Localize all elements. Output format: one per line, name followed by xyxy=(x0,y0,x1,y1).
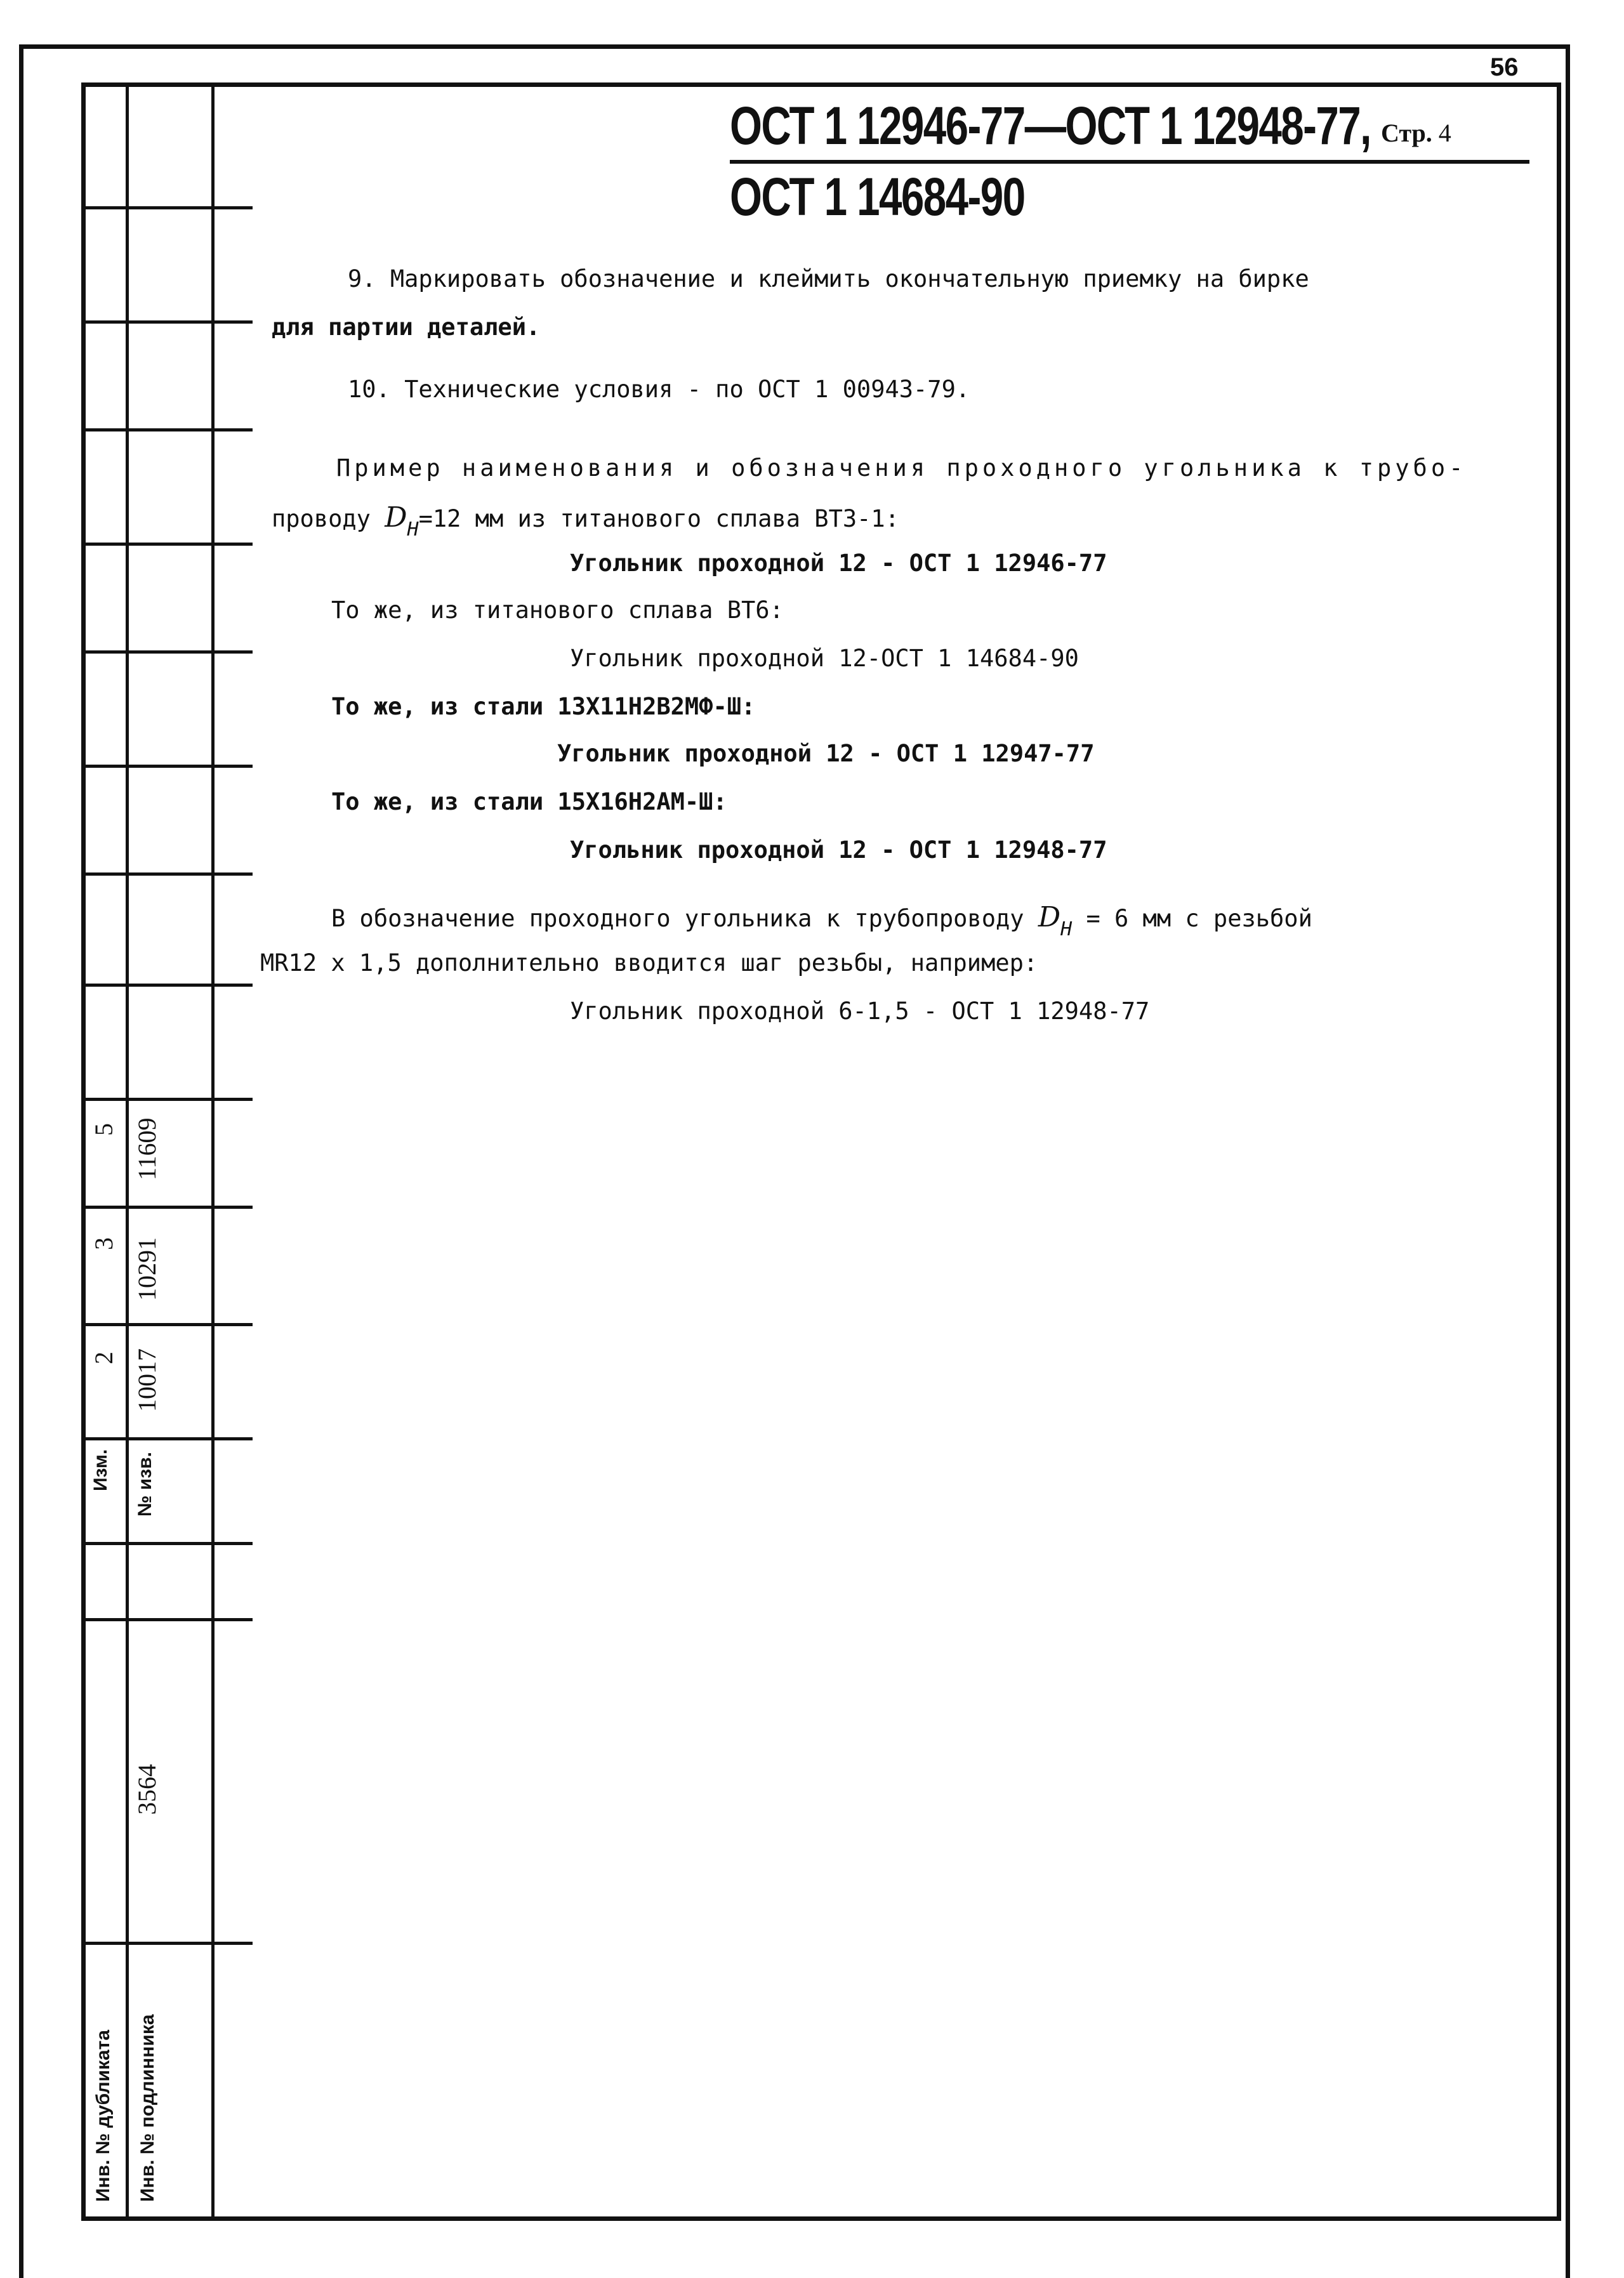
outer-diameter-symbol: D xyxy=(1038,901,1061,933)
notice-number: 11609 xyxy=(133,1117,161,1180)
original-label: Инв. № подлинника xyxy=(137,2014,158,2202)
stamp-divider xyxy=(81,1323,253,1326)
document-title-line2: ОСТ 1 14684-90 xyxy=(730,167,1025,227)
stamp-divider xyxy=(81,1098,253,1101)
designation-3: Угольник проходной 12 - ОСТ 1 12947-77 xyxy=(557,740,1095,767)
stamp-divider xyxy=(81,428,253,431)
page-number: 56 xyxy=(1490,53,1519,81)
page-label-text: Стр. xyxy=(1381,119,1432,147)
page-label-value: 4 xyxy=(1438,119,1451,147)
stamp-divider xyxy=(81,320,253,324)
stamp-divider xyxy=(81,765,253,768)
stamp-divider xyxy=(81,984,253,987)
designation-4: Угольник проходной 12 - ОСТ 1 12948-77 xyxy=(570,836,1107,864)
side-column-1 xyxy=(81,82,129,2221)
change-number: 5 xyxy=(89,1123,118,1136)
designation-1: Угольник проходной 12 - ОСТ 1 12946-77 xyxy=(570,550,1107,577)
notice-number: 10017 xyxy=(133,1348,161,1412)
thread-note-line1 xyxy=(331,901,1312,940)
inner-frame xyxy=(81,82,1561,2221)
inventory-number: 3564 xyxy=(133,1764,161,1815)
item-9-line1: 9. Маркировать обозначение и клеймить окончательную приемку на бирке xyxy=(348,265,1309,293)
stamp-divider xyxy=(81,543,253,546)
document-title-line1: ОСТ 1 12946-77—ОСТ 1 12948-77, xyxy=(730,96,1371,155)
example-intro-line2 xyxy=(272,501,899,541)
stamp-divider xyxy=(81,1542,253,1545)
stamp-divider xyxy=(81,650,253,654)
same-note-1: То же, из титанового сплава ВТ6: xyxy=(331,596,784,624)
stamp-divider xyxy=(81,1942,253,1945)
change-label: Изм. xyxy=(90,1449,111,1491)
thread-note-line2: MR12 x 1,5 дополнительно вводится шаг резьбы, например: xyxy=(260,949,1038,977)
same-note-2: То же, из стали 13Х11Н2В2МФ-Ш: xyxy=(331,693,756,720)
designation-2: Угольник проходной 12-ОСТ 1 14684-90 xyxy=(570,645,1079,672)
example-text-b: =12 мм из титанового сплава ВТЗ-1: xyxy=(418,505,899,532)
item-10: 10. Технические условия - по ОСТ 1 00943-79. xyxy=(348,376,970,403)
item-9-line2: для партии деталей. xyxy=(272,313,541,341)
change-number: 3 xyxy=(89,1237,118,1250)
outer-diameter-subscript: H xyxy=(1060,918,1073,940)
outer-diameter-symbol: D xyxy=(385,501,407,534)
example-intro-line1: Пример наименования и обозначения проходного угольника к трубо- xyxy=(336,454,1467,482)
change-number: 2 xyxy=(89,1352,118,1364)
stamp-divider xyxy=(81,1206,253,1209)
notice-number: 10291 xyxy=(133,1237,161,1301)
thread-text-a: В обозначение проходного угольника к трубопроводу xyxy=(331,905,1024,932)
notice-label: № изв. xyxy=(135,1452,155,1517)
title-underline xyxy=(730,160,1529,164)
outer-diameter-subscript: H xyxy=(407,518,419,541)
designation-5: Угольник проходной 6-1,5 - ОСТ 1 12948-77 xyxy=(570,997,1150,1025)
page-label xyxy=(1381,118,1451,148)
example-text-a: проводу xyxy=(272,505,371,532)
stamp-divider xyxy=(81,1437,253,1440)
same-note-3: То же, из стали 15Х16Н2АМ-Ш: xyxy=(331,788,727,815)
side-stamp-table xyxy=(81,82,170,2221)
stamp-divider xyxy=(81,872,253,876)
duplicate-label: Инв. № дубликата xyxy=(93,2029,114,2202)
stamp-divider xyxy=(81,206,253,209)
thread-text-b: = 6 мм с резьбой xyxy=(1086,905,1312,932)
stamp-divider xyxy=(81,1618,253,1621)
